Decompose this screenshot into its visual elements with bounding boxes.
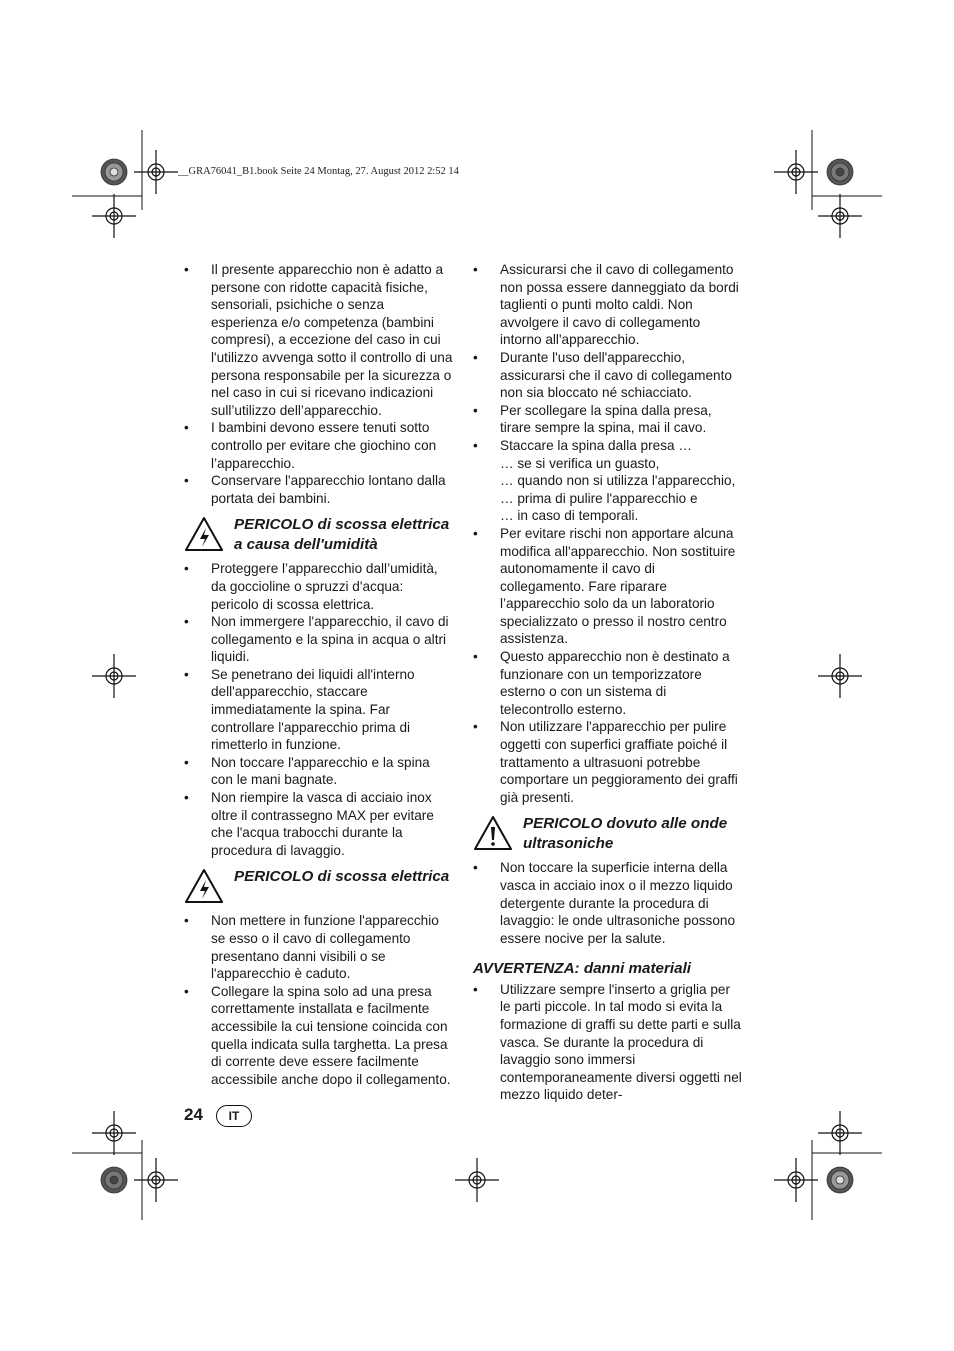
sub-list [473, 455, 743, 525]
list-item: • Questo apparecchio non è destinato a funzionare con un temporizzatore esterno o con un sistema di telecontrollo esterno. [473, 648, 743, 718]
warning-title: PERICOLO di scossa elettrica [234, 868, 450, 886]
list-item: • Non riempire la vasca di acciaio inox oltre il contrassegno MAX per evitare che l'acqua trabocchi durante la procedura di lavaggio. [184, 789, 454, 859]
right-column [473, 261, 743, 1104]
bullet-list [184, 912, 454, 1088]
sub-item: … in caso di temporali. [500, 508, 639, 524]
language-badge: IT [216, 1105, 252, 1127]
section-heading: AVVERTENZA: danni materiali [473, 960, 692, 978]
bullet-list [184, 560, 454, 859]
list-item: • Proteggere l’apparecchio dall’umidità, da goccioline o spruzzi d'acqua: pericolo di scossa elettrica. [184, 560, 454, 613]
bullet-list [473, 859, 743, 947]
list-item: • I bambini devono essere tenuti sotto controllo per evitare che giochino con l’apparecchio. [184, 419, 454, 472]
list-item: • Conservare l'apparecchio lontano dalla portata dei bambini. [184, 472, 454, 507]
print-header: __GRA76041_B1.book Seite 24 Montag, 27. August 2012 2:52 14 [178, 166, 459, 177]
list-item: • Collegare la spina solo ad una presa correttamente installata e facilmente accessibile la cui tensione coincida con quella indicata sulla targhetta. La presa di corrente deve essere facilmente accessibile anche dopo il collegamento. [184, 983, 454, 1089]
list-item: • Non toccare l'apparecchio e la spina con le mani bagnate. [184, 754, 454, 789]
list-item: • Non immergere l'apparecchio, il cavo di collegamento e la spina in acqua o altri liquidi. [184, 613, 454, 666]
bullet-list [184, 261, 454, 507]
list-item: • Per evitare rischi non apportare alcuna modifica all'apparecchio. Non sostituire autonomamente il cavo di collegamento. Fare riparare l’apparecchio solo da un laboratorio specializzato o presso il nostro centro assistenza. [473, 525, 743, 648]
electric-hazard-icon [184, 516, 224, 552]
electric-hazard-icon [184, 868, 224, 904]
bullet-list [473, 981, 743, 1104]
left-column [184, 261, 454, 1088]
list-item: • Non toccare la superficie interna della vasca in acciaio inox o il mezzo liquido detergente durante la procedura di lavaggio: le onde ultrasoniche possono essere nocive per la salute. [473, 859, 743, 947]
sub-item: … se si verifica un guasto, [500, 455, 660, 471]
warning-block [473, 814, 743, 854]
warning-block [184, 515, 454, 555]
warning-title: PERICOLO di scossa elettrica a causa dell'umidità [234, 516, 450, 553]
list-item: • Assicurarsi che il cavo di collegamento non possa essere danneggiato da bordi taglienti o punti molto caldi. Non avvolgere il cavo di collegamento intorno all'apparecchio. [473, 261, 743, 349]
list-item: • Non utilizzare l'apparecchio per pulire oggetti con superfici graffiate poiché il trattamento a ultrasuoni potrebbe comportare un peggioramento dei graffi già presenti. [473, 718, 743, 806]
warning-block [184, 867, 454, 907]
list-item: • Utilizzare sempre l'inserto a griglia per le parti piccole. In tal modo si evita la formazione di graffi su dette parti e sulla vasca. Se durante la procedura di lavaggio sono immersi contemporaneamente diversi oggetti nel mezzo liquido deter- [473, 981, 743, 1104]
list-item: • Non mettere in funzione l'apparecchio se esso o il cavo di collegamento presentano danni visibili o se l'apparecchio è caduto. [184, 912, 454, 982]
list-item: • Staccare la spina dalla presa … [473, 437, 743, 455]
sub-item: … quando non si utilizza l'apparecchio, [500, 473, 736, 489]
bullet-list [473, 525, 743, 807]
list-item: • Il presente apparecchio non è adatto a persone con ridotte capacità fisiche, sensoriali, psichiche o senza esperienza e/o competenza (bambini compresi), a eccezione del caso in cui l'utilizzo avvenga sotto il controllo di una persona responsabile per la sicurezza o nel caso in cui si ricevano indicazioni sull’utilizzo dell’apparecchio. [184, 261, 454, 419]
sub-item: … prima di pulire l'apparecchio e [500, 490, 698, 506]
bullet-list [473, 261, 743, 455]
page-number: 24 [184, 1105, 203, 1124]
list-item: • Se penetrano dei liquidi all'interno dell'apparecchio, staccare immediatamente la spina. Far controllare l'apparecchio prima di rimetterlo in funzione. [184, 666, 454, 754]
list-item: • Durante l'uso dell'apparecchio, assicurarsi che il cavo di collegamento non sia bloccato né schiacciato. [473, 349, 743, 402]
list-item: • Per scollegare la spina dalla presa, tirare sempre la spina, mai il cavo. [473, 402, 743, 437]
warning-title: PERICOLO dovuto alle onde ultrasoniche [523, 815, 728, 852]
warning-exclamation-icon [473, 815, 513, 851]
